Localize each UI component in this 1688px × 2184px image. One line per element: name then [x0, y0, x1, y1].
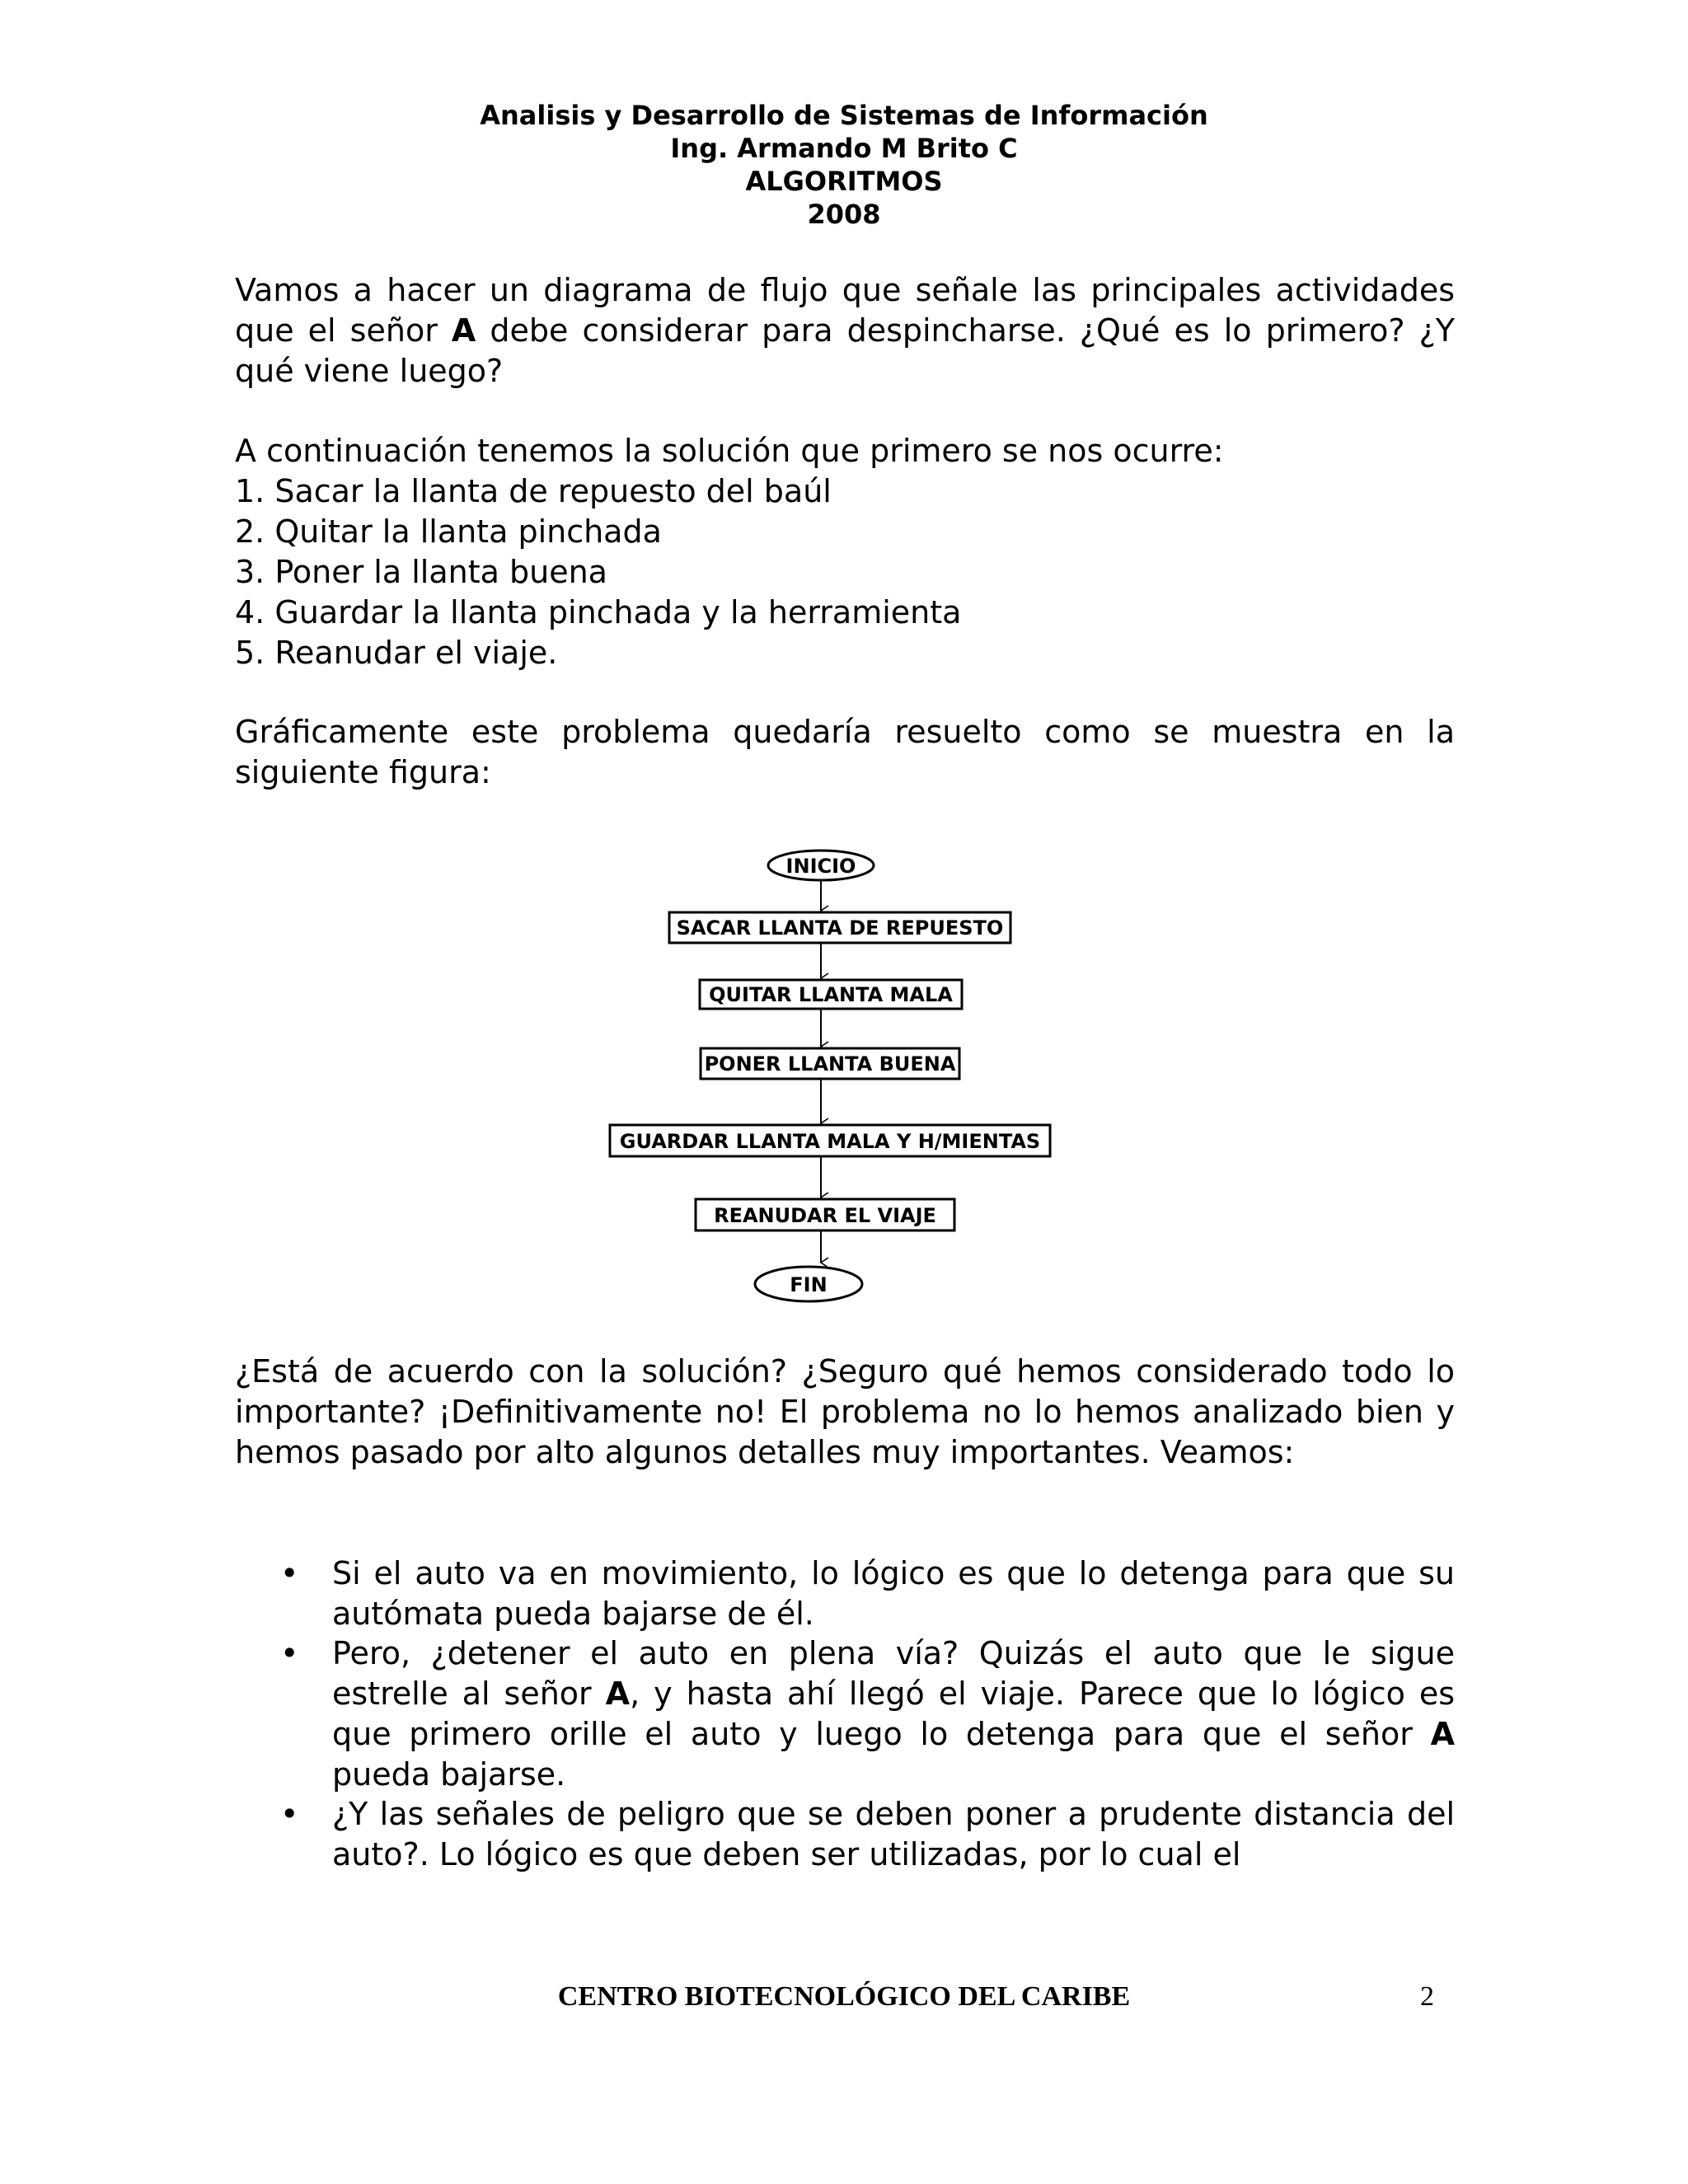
flowchart-step-label: QUITAR LLANTA MALA [709, 983, 953, 1006]
header-author: Ing. Armando M Brito C [670, 133, 1018, 164]
intro-text-2: debe considerar para despincharse. ¿Qué es lo primero? ¿Y qué viene luego? [235, 312, 1456, 389]
flowchart-diagram [0, 832, 1688, 1310]
flowchart-step-label: PONER LLANTA BUENA [704, 1052, 956, 1076]
page-number: 2 [1420, 1981, 1434, 2012]
bullet-text-part: Pero, ¿detener el auto en plena vía? Quizás el auto que le sigue estrelle al señor [332, 1635, 1455, 1712]
bullet-icon: • [280, 1555, 299, 1591]
bullet-text: Si el auto va en movimiento, lo lógico es que lo detenga para que su autómata pueda bajarse de él. [332, 1555, 1455, 1632]
bullet-icon: • [280, 1796, 299, 1832]
solution-lead: A continuación tenemos la solución que primero se nos ocurre: [235, 433, 1224, 469]
analysis-paragraph: ¿Está de acuerdo con la solución? ¿Seguro qué hemos considerado todo lo importante? ¡Definitivamente no! El problema no lo hemos analizado bien y hemos pasado por alto algunos detalles muy importantes. Veamos: [235, 1353, 1455, 1470]
solution-step: 3. Poner la llanta buena [235, 554, 607, 590]
solution-section [235, 431, 1455, 673]
bullet-text-part: , y hasta ahí llegó el viaje. Parece que lo lógico es que primero orille el auto y luego lo detenga para que el señor [332, 1675, 1456, 1752]
footer-institution: CENTRO BIOTECNOLÓGICO DEL CARIBE [557, 1981, 1131, 2012]
flowchart-step-label: GUARDAR LLANTA MALA Y H/MIENTAS [619, 1130, 1041, 1153]
flowchart-step-label: REANUDAR EL VIAJE [714, 1204, 936, 1227]
flowchart-end-label: FIN [790, 1273, 828, 1296]
document-header [0, 99, 1688, 231]
solution-step: 2. Quitar la llanta pinchada [235, 513, 662, 550]
flowchart-step-label: SACAR LLANTA DE REPUESTO [676, 916, 1004, 940]
solution-step: 5. Reanudar el viaje. [235, 635, 558, 671]
solution-step: 4. Guardar la llanta pinchada y la herramienta [235, 594, 962, 630]
intro-bold-a: A [451, 312, 476, 349]
intro-paragraph [235, 270, 1455, 391]
bullet-bold-a: A [605, 1675, 631, 1712]
bullet-text-part: pueda bajarse. [332, 1756, 566, 1793]
solution-step: 1. Sacar la llanta de repuesto del baúl [235, 473, 832, 509]
bullet-text [332, 1633, 1455, 1795]
header-course-title: Analisis y Desarrollo de Sistemas de Información [480, 100, 1208, 131]
bullet-icon: • [280, 1635, 299, 1671]
graphic-intro-paragraph: Gráficamente este problema quedaría resuelto como se muestra en la siguiente figura: [235, 714, 1455, 790]
bullet-bold-a: A [1430, 1716, 1455, 1752]
flowchart-start-label: INICIO [785, 855, 856, 878]
header-year: 2008 [807, 199, 881, 230]
intro-text-1: Vamos a hacer un diagrama de flujo que señale las principales actividades que el señor [235, 272, 1455, 349]
header-subject: ALGORITMOS [745, 166, 943, 197]
bullet-text: ¿Y las señales de peligro que se deben poner a prudente distancia del auto?. Lo lógico es que deben ser utilizadas, por lo cual el [332, 1796, 1455, 1872]
